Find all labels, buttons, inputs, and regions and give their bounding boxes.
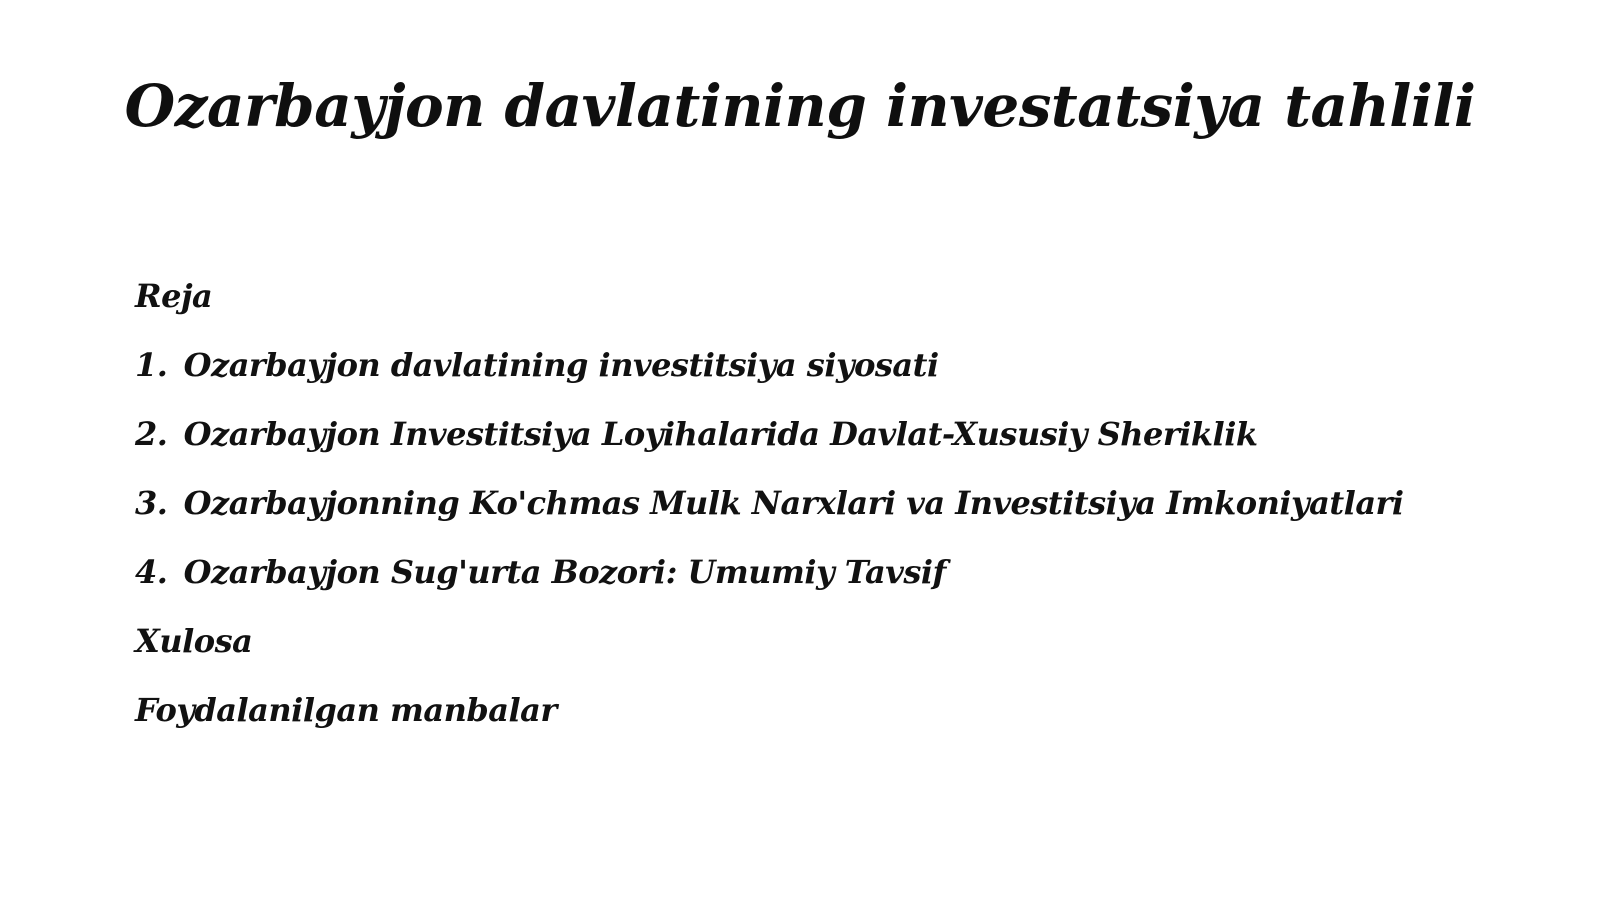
plan-item-1 — [135, 339, 1485, 408]
slide-title: Ozarbayjon davlatining investatsiya tahlili — [124, 72, 1476, 140]
plan-item-number: 2. — [135, 415, 168, 453]
plan-item-3 — [135, 477, 1485, 546]
plan-item-number: 1. — [135, 346, 168, 384]
plan-item-text: Ozarbayjon Sug'urta Bozori: Umumiy Tavsif — [183, 553, 946, 591]
plan-item-2 — [135, 408, 1485, 477]
plan-item-number: 3. — [135, 484, 168, 522]
conclusion-item: Xulosa — [135, 622, 253, 660]
plan-heading: Reja — [135, 277, 213, 315]
plan-list — [135, 270, 1485, 753]
plan-item-4 — [135, 546, 1485, 615]
plan-item-text: Ozarbayjon Investitsiya Loyihalarida Davlat-Xususiy Sheriklik — [183, 415, 1258, 453]
plan-item-number: 4. — [135, 553, 168, 591]
plan-item-text: Ozarbayjonning Ko'chmas Mulk Narxlari va Investitsiya Imkoniyatlari — [183, 484, 1404, 522]
plan-item-text: Ozarbayjon davlatining investitsiya siyosati — [183, 346, 939, 384]
sources-item: Foydalanilgan manbalar — [135, 691, 557, 729]
